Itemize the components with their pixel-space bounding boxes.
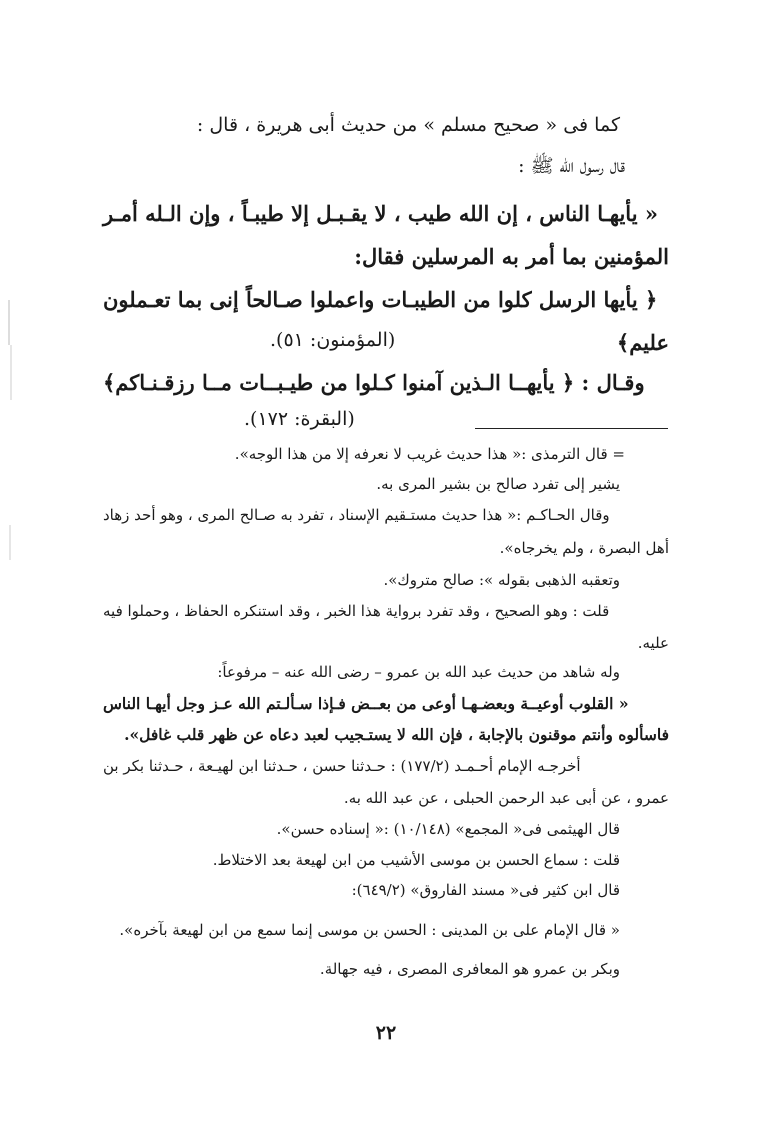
quran-verse-1-line-1: ﴿ يأيها الرسل كلوا من الطيبـات واعملوا صـالحاً إنى بما تعـملون xyxy=(103,287,658,312)
footnote-line-15: قال ابن كثير فى« مسند الفاروق» (٦٤٩/٢): xyxy=(351,881,620,899)
footnote-line-16: « قال الإمام على بن المدينى : الحسن بن موسى إنما سمع من ابن لهيعة بآخره». xyxy=(119,921,620,939)
footnote-line-8: وله شاهد من حديث عبد الله بن عمرو – رضى الله عنه – مرفوعاً: xyxy=(217,663,620,681)
footnote-line-4: أهل البصرة ، ولم يخرجاه». xyxy=(499,539,669,557)
main-line-2: قال رسول الله ﷺ : xyxy=(518,155,625,177)
footnote-line-17: وبكر بن عمرو هو المعافرى المصرى ، فيه جهالة. xyxy=(319,960,620,978)
footnote-line-13: قال الهيثمى فى« المجمع» (١٠/١٤٨) :« إسناده حسن». xyxy=(276,820,620,838)
footnote-line-3: وقال الحـاكـم :« هذا حديث مستـقيم الإسناد ، تفرد به صـالح المرى ، وهو أحد زهاد xyxy=(103,506,610,524)
page-number: ٢٢ xyxy=(375,1022,397,1044)
quran-reference-2: (البقرة: ١٧٢). xyxy=(244,408,355,430)
footnote-hadith-line-1: « القلوب أوعيــة وبعضـهـا أوعى من بعــض فـإذا سـألـتم الله عـز وجل أيهـا الناس xyxy=(103,694,629,713)
footnote-line-2: يشير إلى تفرد صالح بن بشير المرى به. xyxy=(376,475,620,493)
footnote-line-5: وتعقبه الذهبى بقوله »: صالح متروك». xyxy=(383,571,620,589)
hadith-line-2: المؤمنين بما أمر به المرسلين فقال: xyxy=(354,244,669,269)
main-line-1: كما فى « صحيح مسلم » من حديث أبى هريرة ، قال : xyxy=(196,114,620,136)
footnote-line-7: عليه. xyxy=(637,634,669,652)
hadith-line-1: « يأيهـا الناس ، إن الله طيب ، لا يقـبـل إلا طيبـاً ، وإن الـله أمـر xyxy=(103,201,658,226)
quran-verse-1-line-2: عليم﴾ xyxy=(616,330,669,355)
quran-reference-1: (المؤمنون: ٥١). xyxy=(270,329,396,351)
quran-verse-2: وقـال : ﴿ يأيهــا الـذين آمنوا كـلوا من طيـبــات مــا رزقـنـاكم﴾ xyxy=(103,370,645,395)
footnote-line-14: قلت : سماع الحسن بن موسى الأشيب من ابن لهيعة بعد الاختلاط. xyxy=(212,851,620,869)
footnote-hadith-line-2: فاسألوه وأنتم موقنون بالإجابة ، فإن الله لا يستـجيب لعبد دعاه عن ظهر قلب غافل». xyxy=(124,725,669,744)
footnote-line-6: قلت : وهو الصحيح ، وقد تفرد برواية هذا الخبر ، وقد استنكره الحفاظ ، وحملوا فيه xyxy=(103,602,610,620)
footnote-line-11: أخرجـه الإمام أحـمـد (١٧٧/٢) : حـدثنا حسن ، حـدثنا ابن لهيـعة ، حـدثنا بكر بن xyxy=(103,757,581,775)
footnote-line-12: عمرو ، عن أبى عبد الرحمن الحبلى ، عن عبد الله به. xyxy=(343,789,669,807)
footnote-line-1: = قال الترمذى :« هذا حديث غريب لا نعرفه إلا من هذا الوجه». xyxy=(234,445,625,463)
